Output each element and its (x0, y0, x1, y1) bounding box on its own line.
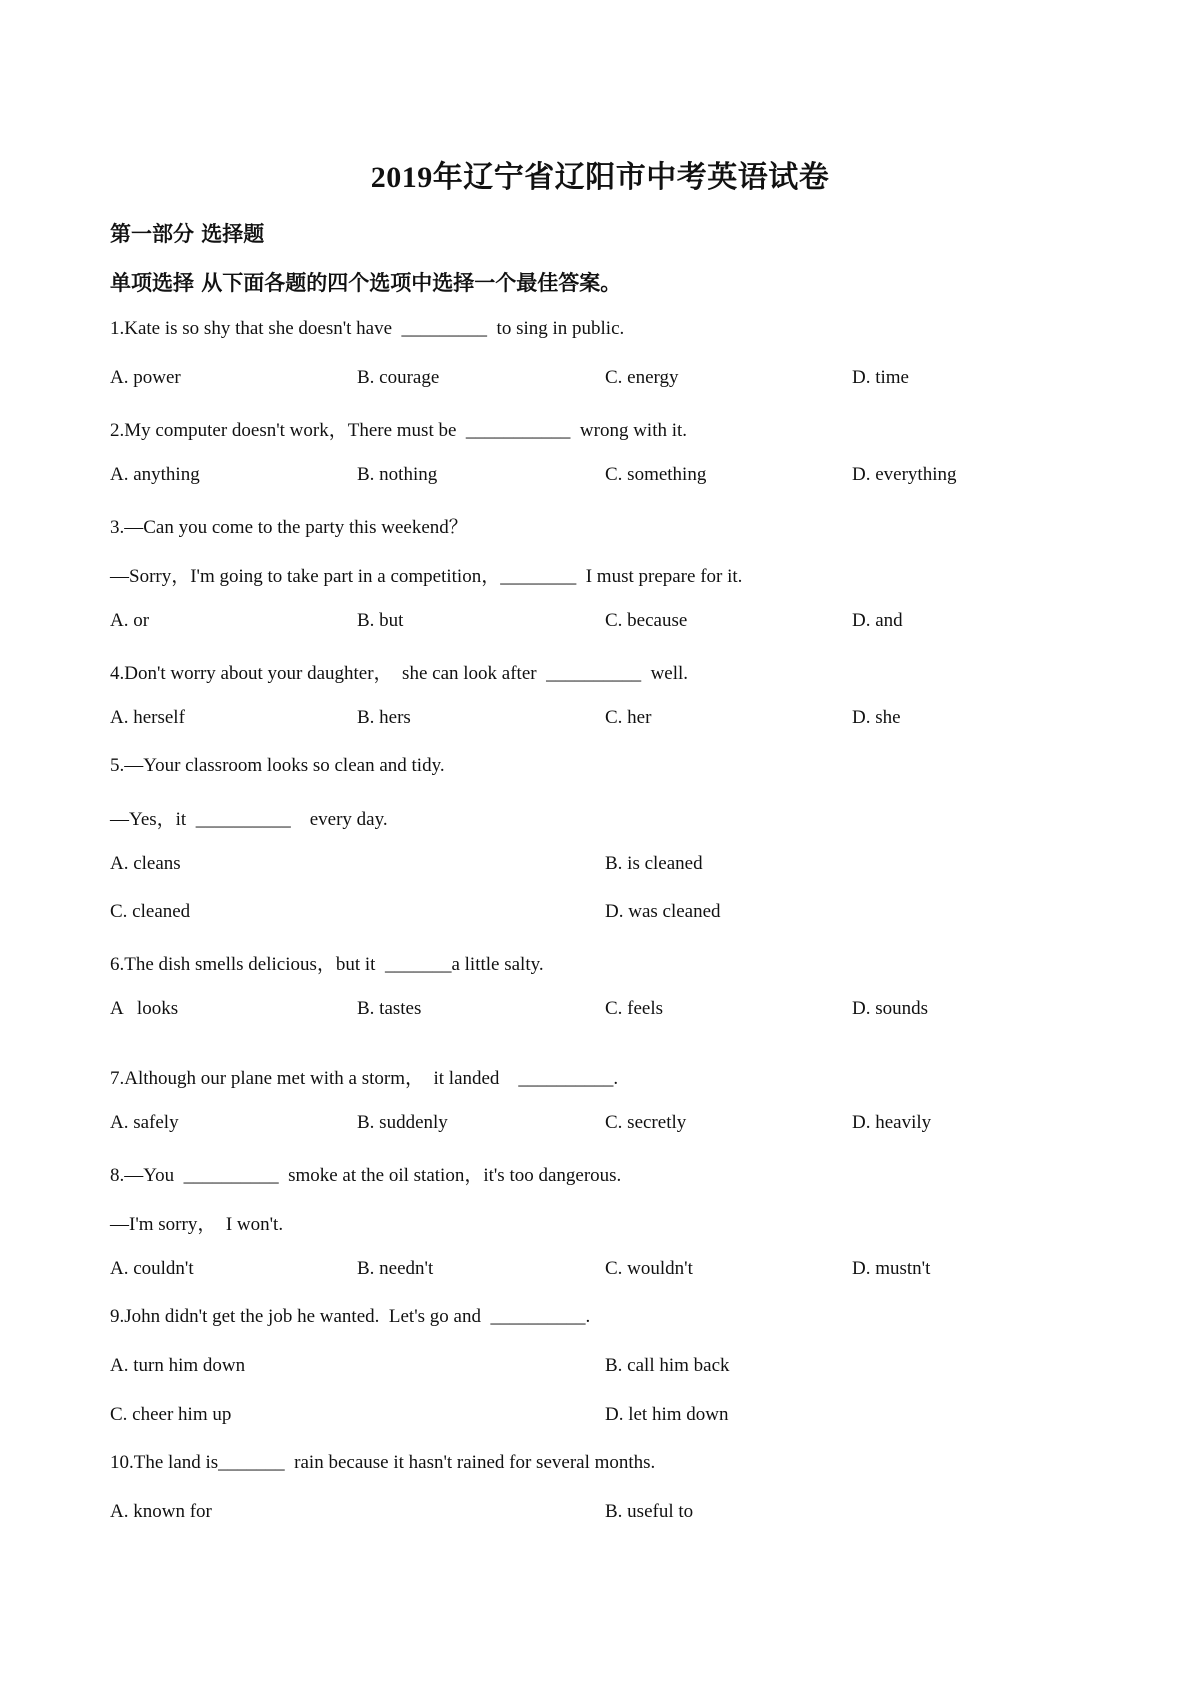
question-7-option-b: B. suddenly (357, 1112, 448, 1133)
question-4-stem: 4.Don't worry about your daughter， she can look after __________ well. (110, 663, 689, 684)
question-9-option-d: D. let him down (605, 1404, 729, 1425)
question-8-option-a: A. couldn't (110, 1258, 194, 1279)
exam-title: 2019年辽宁省辽阳市中考英语试卷 (370, 161, 830, 194)
question-2-option-d: D. everything (852, 464, 957, 485)
question-5-option-d: D. was cleaned (605, 901, 721, 922)
question-5-stem: 5.—Your classroom looks so clean and tidy. (110, 755, 445, 776)
question-3-option-b: B. but (357, 610, 404, 631)
question-6-option-a: A looks (110, 998, 179, 1019)
question-4-option-a: A. herself (110, 707, 185, 728)
question-3-reply: —Sorry，I'm going to take part in a competition，________ I must prepare for it. (110, 566, 743, 587)
question-5-reply: —Yes，it __________ every day. (110, 809, 388, 830)
question-2-stem: 2.My computer doesn't work，There must be ___________ wrong with it. (110, 420, 688, 441)
question-7-option-d: D. heavily (852, 1112, 932, 1133)
question-7-option-c: C. secretly (605, 1112, 687, 1133)
question-10-option-a: A. known for (110, 1501, 212, 1522)
question-9-option-c: C. cheer him up (110, 1404, 232, 1425)
question-6-option-b: B. tastes (357, 998, 422, 1019)
question-6-option-d: D. sounds (852, 998, 929, 1019)
question-4-option-c: C. her (605, 707, 652, 728)
section-instruction: 单项选择 从下面各题的四个选项中选择一个最佳答案。 (110, 271, 622, 295)
question-1-option-a: A. power (110, 367, 181, 388)
question-4-option-d: D. she (852, 707, 901, 728)
question-2-option-b: B. nothing (357, 464, 438, 485)
question-1-option-c: C. energy (605, 367, 679, 388)
question-3-stem: 3.—Can you come to the party this weekend？ (110, 517, 468, 538)
question-4-option-b: B. hers (357, 707, 411, 728)
question-5-option-a: A. cleans (110, 853, 181, 874)
question-9-stem: 9.John didn't get the job he wanted. Let's go and __________. (110, 1306, 591, 1327)
question-7-option-a: A. safely (110, 1112, 179, 1133)
question-5-option-c: C. cleaned (110, 901, 191, 922)
question-6-stem: 6.The dish smells delicious，but it _______a little salty. (110, 954, 544, 975)
question-6-option-c: C. feels (605, 998, 664, 1019)
question-8-option-c: C. wouldn't (605, 1258, 693, 1279)
question-10-stem: 10.The land is_______ rain because it hasn't rained for several months. (110, 1452, 656, 1473)
question-3-option-a: A. or (110, 610, 150, 631)
question-8-stem: 8.—You __________ smoke at the oil station，it's too dangerous. (110, 1165, 622, 1186)
question-2-option-c: C. something (605, 464, 707, 485)
question-10-option-b: B. useful to (605, 1501, 694, 1522)
question-1-stem: 1.Kate is so shy that she doesn't have _________ to sing in public. (110, 318, 625, 339)
question-8-reply: —I'm sorry， I won't. (110, 1214, 284, 1235)
question-3-option-d: D. and (852, 610, 903, 631)
question-3-option-c: C. because (605, 610, 688, 631)
question-1-option-d: D. time (852, 367, 909, 388)
question-9-option-a: A. turn him down (110, 1355, 246, 1376)
question-5-option-b: B. is cleaned (605, 853, 703, 874)
question-8-option-d: D. mustn't (852, 1258, 931, 1279)
question-1-option-b: B. courage (357, 367, 440, 388)
question-8-option-b: B. needn't (357, 1258, 434, 1279)
question-7-stem: 7.Although our plane met with a storm， it landed __________. (110, 1068, 619, 1089)
section-heading: 第一部分 选择题 (110, 222, 265, 246)
question-2-option-a: A. anything (110, 464, 200, 485)
question-9-option-b: B. call him back (605, 1355, 730, 1376)
